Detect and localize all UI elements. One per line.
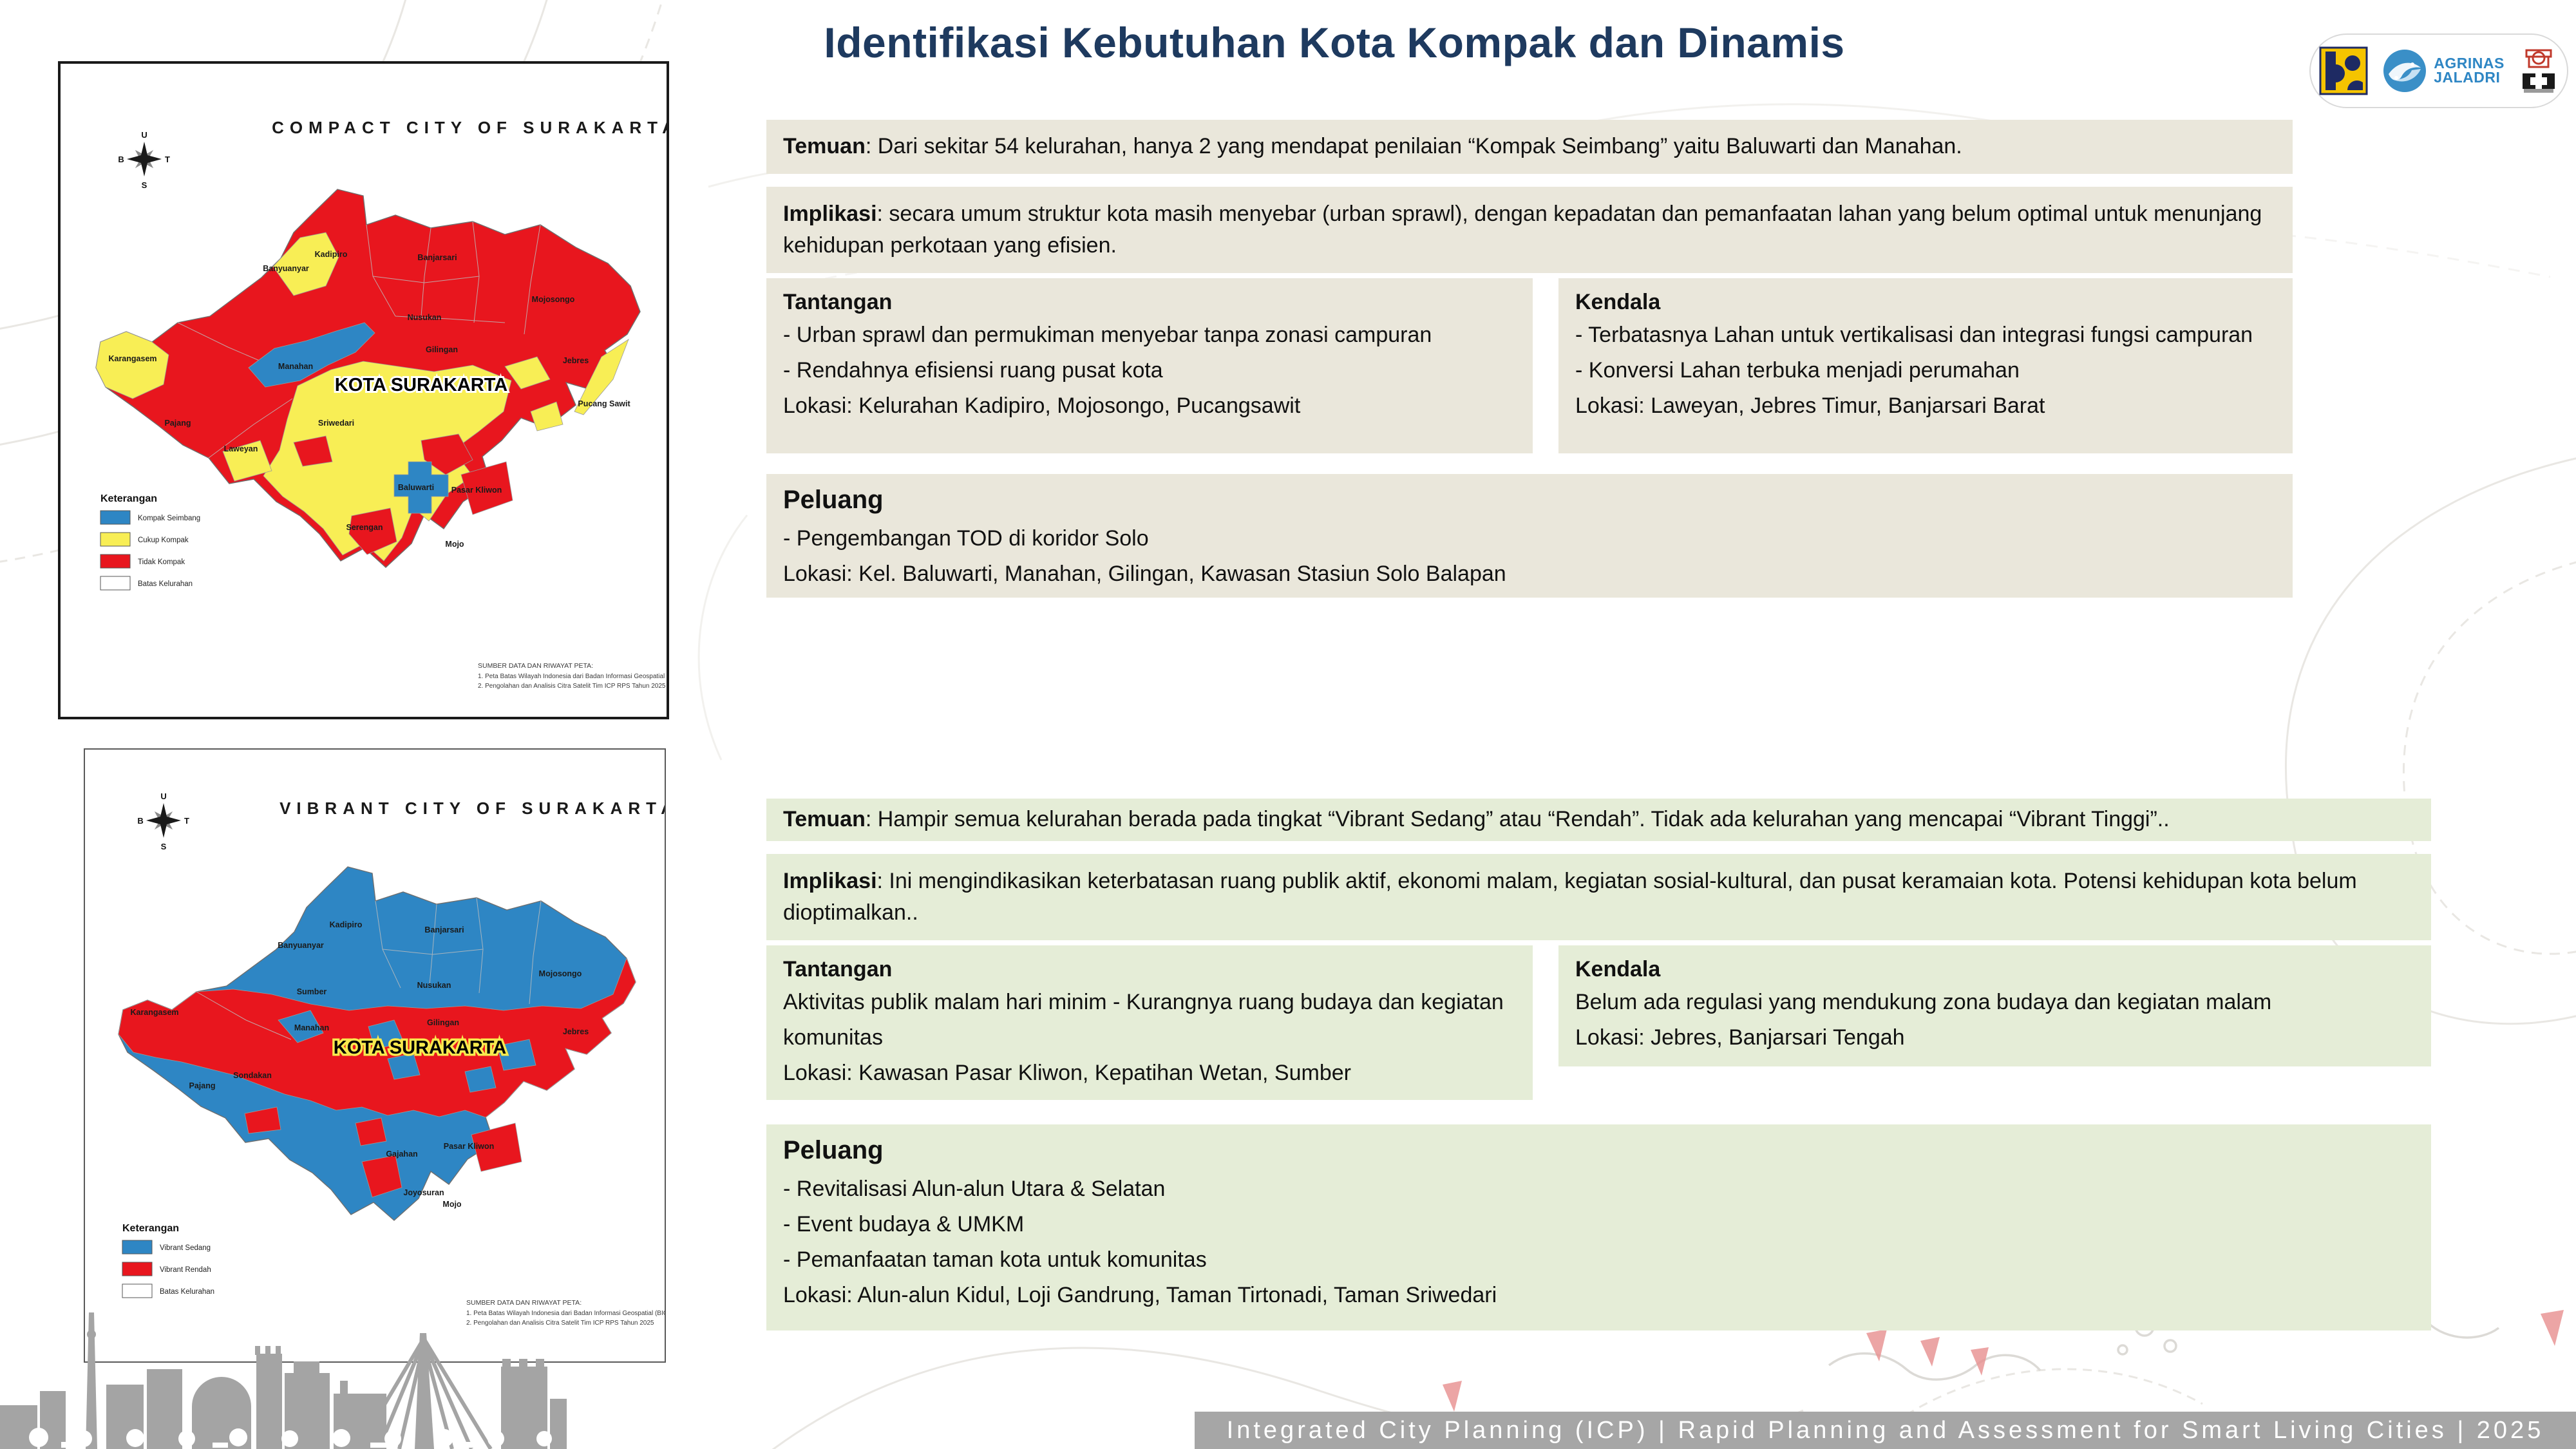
compact-city-map-panel	[58, 61, 669, 719]
compass-north: U	[141, 130, 147, 140]
compass-south: S	[141, 180, 147, 190]
compact-peluang-box	[766, 474, 2293, 598]
region-label: Jebres	[562, 356, 589, 365]
kendala-heading: Kendala	[1575, 957, 1661, 981]
pu-logo	[2319, 46, 2368, 95]
legend-label: Batas Kelurahan	[160, 1288, 215, 1296]
region-label: Sondakan	[233, 1071, 272, 1080]
legend-label: Vibrant Sedang	[160, 1244, 211, 1252]
region-label: Sriwedari	[317, 419, 355, 428]
region-label: Nusukan	[417, 981, 451, 990]
temuan-label: Temuan	[783, 134, 866, 159]
implikasi-label: Implikasi	[783, 869, 877, 893]
legend-swatch	[100, 576, 130, 590]
implikasi-body: : secara umum struktur kota masih menyebar (urban sprawl), dengan kepadatan dan pemanfaatan lahan yang belum optimal untuk menunjang kehidupan perkotaan yang efisien.	[783, 202, 2262, 258]
agrinas-logo	[2382, 48, 2505, 93]
region-label: Banjarsari	[417, 253, 457, 262]
kendala-line: Lokasi: Laweyan, Jebres Timur, Banjarsari Barat	[1575, 393, 2045, 419]
region-label: Banyuanyar	[263, 264, 309, 273]
legend-swatch	[100, 533, 130, 546]
region-label: Kadipiro	[314, 250, 348, 259]
compass-west: B	[137, 816, 144, 826]
kendala-heading: Kendala	[1575, 290, 1661, 314]
legend-swatch	[100, 554, 130, 568]
legend-swatch	[122, 1240, 152, 1254]
compass-north: U	[160, 791, 167, 801]
legend-swatch	[122, 1284, 152, 1298]
compact-map-source	[478, 662, 667, 690]
vibrant-map-title: VIBRANT CITY OF SURAKARTA	[279, 799, 665, 818]
implikasi-body: : Ini mengindikasikan keterbatasan ruang publik aktif, ekonomi malam, kegiatan sosial-kultural, dan pusat keramaian kota. Potensi kehidupan kota belum dioptimalkan..	[783, 869, 2357, 925]
temuan-label: Temuan	[783, 807, 866, 832]
tantangan-line: Lokasi: Kelurahan Kadipiro, Mojosongo, Pucangsawit	[783, 393, 1301, 419]
region-label: Gilingan	[426, 345, 458, 354]
source-title: SUMBER DATA DAN RIWAYAT PETA:	[478, 662, 594, 670]
city-skyline-silhouette	[0, 1309, 567, 1449]
region-label: Kadipiro	[329, 920, 363, 929]
region-label: Mojosongo	[531, 295, 575, 304]
legend-label: Kompak Seimbang	[138, 515, 201, 522]
city-label: KOTA SURAKARTA	[334, 375, 508, 395]
compact-legend	[100, 493, 200, 590]
compact-temuan-text	[783, 131, 1962, 162]
agrinas-wordmark	[2434, 57, 2505, 85]
region-label: Banjarsari	[424, 925, 464, 934]
compact-implikasi-text	[783, 198, 2276, 262]
city-label: KOTA SURAKARTA	[333, 1037, 507, 1058]
vibrant-temuan-box	[766, 799, 2431, 841]
region-label: Pajang	[189, 1081, 216, 1090]
tantangan-heading: Tantangan	[783, 957, 893, 981]
compass-east: T	[184, 816, 189, 826]
region-label: Baluwarti	[397, 483, 435, 492]
kendala-line: Lokasi: Jebres, Banjarsari Tengah	[1575, 1025, 1905, 1050]
region-label: Pasar Kliwon	[451, 486, 502, 495]
kendala-line: Belum ada regulasi yang mendukung zona budaya dan kegiatan malam	[1575, 990, 2272, 1014]
compact-map-title: COMPACT CITY OF SURAKARTA	[272, 118, 667, 137]
region-label: Jebres	[562, 1027, 589, 1036]
region-label: Joyosuran	[403, 1188, 444, 1197]
compass-icon	[137, 791, 189, 851]
peluang-line: Lokasi: Alun-alun Kidul, Loji Gandrung, Taman Tirtonadi, Taman Sriwedari	[783, 1283, 1497, 1308]
compass-east: T	[165, 155, 170, 164]
compass-west: B	[118, 155, 124, 164]
source-line: 1. Peta Batas Wilayah Indonesia dari Badan Informasi Geospatial (BIG)	[478, 673, 667, 680]
agrinas-jaladri-icon	[2382, 48, 2427, 93]
tantangan-line: Lokasi: Kawasan Pasar Kliwon, Kepatihan Wetan, Sumber	[783, 1061, 1351, 1086]
region-label: Gajahan	[386, 1150, 418, 1159]
tantangan-heading: Tantangan	[783, 290, 893, 314]
region-label: Sumber	[296, 987, 327, 996]
compass-south: S	[160, 842, 167, 851]
region-label: Laweyan	[223, 444, 258, 453]
legend-swatch	[100, 511, 130, 524]
page-title: Identifikasi Kebutuhan Kota Kompak dan Dinamis	[824, 19, 1845, 66]
compact-tantangan-box	[766, 278, 1533, 453]
source-line: 2. Pengolahan dan Analisis Citra Satelit Tim ICP RPS Tahun 2025	[478, 683, 666, 690]
source-line: 2. Pengolahan dan Analisis Citra Satelit Tim ICP RPS Tahun 2025	[466, 1320, 654, 1327]
region-label: Karangasem	[130, 1008, 179, 1017]
legend-label: Cukup Kompak	[138, 536, 189, 544]
tantangan-line: - Urban sprawl dan permukiman menyebar tanpa zonasi campuran	[783, 323, 1432, 347]
agrinas-line2: JALADRI	[2434, 69, 2501, 86]
region-label: Mojosongo	[538, 969, 582, 978]
region-label: Karangasem	[108, 354, 157, 363]
compass-icon	[118, 130, 170, 190]
peluang-heading: Peluang	[783, 486, 884, 514]
temuan-body: : Dari sekitar 54 kelurahan, hanya 2 yang mendapat penilaian “Kompak Seimbang” yaitu Baluwarti dan Manahan.	[865, 134, 1962, 159]
region-label: Pasar Kliwon	[443, 1142, 495, 1151]
source-title: SUMBER DATA DAN RIWAYAT PETA:	[466, 1299, 582, 1307]
tantangan-line: - Rendahnya efisiensi ruang pusat kota	[783, 358, 1163, 383]
vibrant-temuan-text	[783, 804, 2170, 835]
temuan-body: : Hampir semua kelurahan berada pada tingkat “Vibrant Sedang” atau “Rendah”. Tidak ada kelurahan yang mencapai “Vibrant Tinggi”..	[865, 807, 2170, 832]
region-label: Serengan	[346, 523, 383, 532]
peluang-line: - Pengembangan TOD di koridor Solo	[783, 526, 1149, 551]
tantangan-line: Aktivitas publik malam hari minim - Kurangnya ruang budaya dan kegiatan komunitas	[783, 990, 1504, 1050]
heritage-logo	[2519, 48, 2559, 94]
footer-bar	[1195, 1412, 2576, 1449]
kendala-line: - Terbatasnya Lahan untuk vertikalisasi dan integrasi fungsi campuran	[1575, 323, 2253, 347]
region-label: Manahan	[278, 362, 314, 371]
region-label: Pajang	[164, 419, 191, 428]
vibrant-kendala-box	[1558, 945, 2431, 1066]
peluang-line: - Pemanfaatan taman kota untuk komunitas	[783, 1247, 1207, 1273]
legend-label: Tidak Kompak	[138, 558, 185, 566]
compact-implikasi-box	[766, 187, 2293, 273]
region-label: Banyuanyar	[278, 941, 324, 950]
logo-bar	[2309, 33, 2568, 108]
vibrant-tantangan-box	[766, 945, 1533, 1100]
peluang-line: - Event budaya & UMKM	[783, 1212, 1025, 1237]
vibrant-city-map-panel	[84, 748, 666, 1363]
implikasi-label: Implikasi	[783, 202, 877, 226]
agrinas-line1: AGRINAS	[2434, 55, 2505, 72]
source-line: 1. Peta Batas Wilayah Indonesia dari Badan Informasi Geospatial (BIG)	[466, 1310, 665, 1317]
vibrant-peluang-box	[766, 1124, 2431, 1331]
legend-swatch	[122, 1262, 152, 1276]
region-label: Nusukan	[407, 313, 442, 322]
kendala-line: - Konversi Lahan terbuka menjadi perumahan	[1575, 358, 2020, 383]
vibrant-implikasi-box	[766, 854, 2431, 940]
region-label: Manahan	[294, 1023, 330, 1032]
peluang-heading: Peluang	[783, 1136, 884, 1164]
peluang-line: - Revitalisasi Alun-alun Utara & Selatan	[783, 1177, 1166, 1201]
legend-title: Keterangan	[100, 493, 158, 504]
footer-text: Integrated City Planning (ICP) | Rapid Planning and Assessment for Smart Living Cities | 2025	[1226, 1416, 2544, 1444]
region-label: Mojo	[445, 540, 464, 549]
compact-temuan-box	[766, 120, 2293, 174]
vibrant-implikasi-text	[783, 866, 2414, 929]
peluang-line: Lokasi: Kel. Baluwarti, Manahan, Gilingan, Kawasan Stasiun Solo Balapan	[783, 562, 1506, 587]
region-jayengan-red	[355, 1118, 386, 1146]
region-label: Pucang Sawit	[578, 399, 630, 408]
vibrant-legend	[122, 1223, 214, 1298]
legend-title: Keterangan	[122, 1223, 180, 1234]
region-label: Gilingan	[427, 1018, 459, 1027]
compact-kendala-box	[1558, 278, 2293, 453]
compact-city-map	[61, 64, 667, 717]
vibrant-city-map	[85, 750, 665, 1361]
legend-label: Batas Kelurahan	[138, 580, 193, 588]
region-label: Mojo	[442, 1200, 462, 1209]
legend-label: Vibrant Rendah	[160, 1266, 211, 1274]
